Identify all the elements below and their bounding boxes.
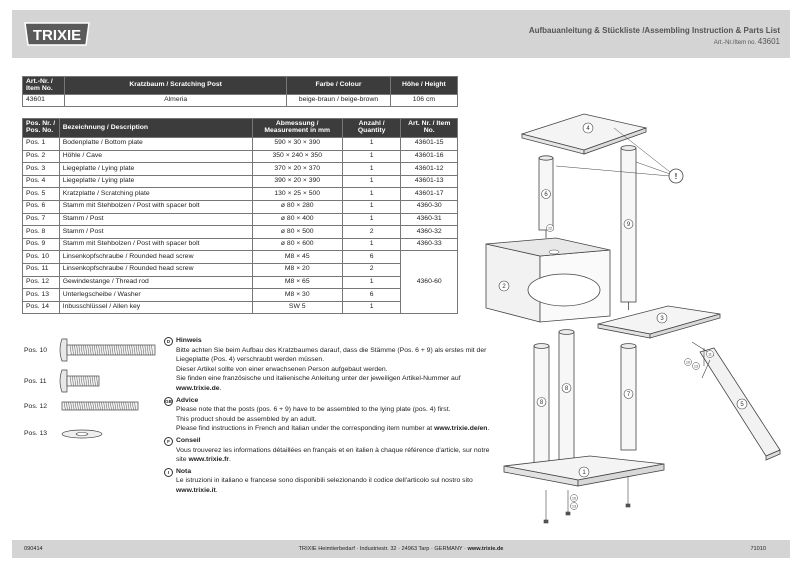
- note-de-p3-text: Sie finden eine französische und italienische Anleitung unter der jeweiligen Artikel-Nummer auf: [176, 375, 461, 383]
- parts-table-body: [23, 138, 458, 314]
- note-fr-title: Conseil: [176, 436, 201, 444]
- table-row: [23, 200, 458, 213]
- cell-measurement: 130 × 25 × 500: [252, 188, 342, 201]
- washer: [62, 430, 102, 438]
- cell-pos-no: Pos. 3: [23, 163, 60, 176]
- table-row: [23, 301, 458, 314]
- svg-text:11: 11: [708, 352, 712, 357]
- notes-section: [164, 336, 494, 498]
- svg-text:8: 8: [539, 400, 544, 406]
- callout-11: [707, 351, 714, 358]
- cell-description: Stamm mit Stehbolzen / Post with spacer bolt: [59, 238, 252, 251]
- cell-quantity: 1: [342, 213, 401, 226]
- svg-text:9: 9: [626, 222, 631, 228]
- col-height: Höhe / Height: [390, 77, 457, 95]
- cell-measurement: M8 × 20: [252, 263, 342, 276]
- product-table-header: [23, 77, 458, 95]
- callout-6: [542, 190, 551, 199]
- callout-13: [693, 363, 700, 370]
- cell-description: Stamm / Post: [59, 226, 252, 239]
- table-row: [23, 150, 458, 163]
- cell-quantity: 1: [342, 200, 401, 213]
- cell-quantity: 1: [342, 276, 401, 289]
- svg-text:!: !: [674, 172, 678, 181]
- cell-pos-no: Pos. 7: [23, 213, 60, 226]
- cell-article-no-merged: 4360-60: [401, 251, 458, 314]
- svg-text:6: 6: [544, 192, 548, 198]
- note-gb-p3-end: .: [487, 425, 490, 433]
- parts-label-10: Pos. 10: [24, 347, 48, 354]
- cell-pos-no: Pos. 8: [23, 226, 60, 239]
- cell-pos-no: Pos. 12: [23, 276, 60, 289]
- note-german: [164, 336, 494, 394]
- col-item-no: Art.-Nr. / Item No.: [23, 77, 65, 95]
- parts-label-12: Pos. 12: [24, 403, 48, 410]
- note-it-p1: [176, 476, 494, 495]
- cell-description: Stamm mit Stehbolzen / Post with spacer bolt: [59, 200, 252, 213]
- svg-text:13: 13: [572, 504, 576, 509]
- footer-link[interactable]: www.trixie.de: [467, 546, 504, 552]
- cell-quantity: 1: [342, 238, 401, 251]
- link-trixie-de-en[interactable]: www.trixie.de/en: [434, 425, 488, 433]
- note-french: [164, 436, 494, 465]
- cell-height: 106 cm: [390, 95, 457, 107]
- svg-text:2: 2: [502, 284, 506, 290]
- parts-label-13: Pos. 13: [24, 430, 48, 437]
- callout-12: [547, 225, 554, 232]
- table-row: [23, 238, 458, 251]
- assembly-diagram: [478, 110, 790, 532]
- product-table: [22, 76, 458, 107]
- cell-description: Höhle / Cave: [59, 150, 252, 163]
- svg-text:8: 8: [564, 386, 569, 392]
- table-row: [23, 188, 458, 201]
- table-row: [23, 138, 458, 151]
- note-gb-p2: This product should be assembled by an adult.: [176, 415, 317, 423]
- cell-pos-no: Pos. 1: [23, 138, 60, 151]
- cell-name: Almeria: [65, 95, 287, 107]
- cell-quantity: 1: [342, 163, 401, 176]
- item-number: 43601: [757, 37, 780, 46]
- col-description: Bezeichnung / Description: [59, 119, 252, 138]
- callout-1: [579, 467, 589, 477]
- thread-rod: [62, 402, 138, 410]
- note-it-title: Nota: [176, 467, 192, 475]
- flag-de-icon: D: [164, 337, 173, 346]
- cell-pos-no: Pos. 9: [23, 238, 60, 251]
- note-de-p2: Dieser Artikel sollte von einer erwachsenen Person aufgebaut werden.: [176, 365, 388, 373]
- note-gb-p3-text: Please find instructions in French and Italian under the corresponding item number at: [176, 425, 433, 433]
- rounded-head-screw-short: [60, 370, 99, 392]
- note-de-p3-end: .: [219, 384, 222, 392]
- table-row: [23, 163, 458, 176]
- cell-article-no: 4360-30: [401, 200, 458, 213]
- cell-article-no: 4360-32: [401, 226, 458, 239]
- table-row: [23, 251, 458, 264]
- cell-article-no: 4360-33: [401, 238, 458, 251]
- page-header: [12, 10, 790, 58]
- cave: [486, 238, 610, 322]
- callout-5: [737, 399, 747, 409]
- cell-description: Linsenkopfschraube / Rounded head screw: [59, 251, 252, 264]
- cell-description: Bodenplatte / Bottom plate: [59, 138, 252, 151]
- cell-pos-no: Pos. 6: [23, 200, 60, 213]
- col-pos-no: Pos. Nr. / Pos. No.: [23, 119, 60, 138]
- cell-pos-no: Pos. 2: [23, 150, 60, 163]
- rounded-head-screw-long: [60, 339, 155, 361]
- document-title: Aufbauanleitung & Stückliste /Assembling Instruction & Parts List: [528, 26, 780, 35]
- cell-article-no: 43601-15: [401, 138, 458, 151]
- note-gb-title: Advice: [176, 396, 199, 404]
- svg-text:1: 1: [582, 470, 586, 476]
- cell-quantity: 2: [342, 263, 401, 276]
- callout-13-bottom: [571, 503, 578, 510]
- callout-8-left: [537, 398, 546, 407]
- footer-address: [12, 546, 790, 552]
- col-article-no: Art. Nr. / Item No.: [401, 119, 458, 138]
- cell-quantity: 1: [342, 188, 401, 201]
- parts-label-11: Pos. 11: [24, 378, 47, 385]
- cell-pos-no: Pos. 14: [23, 301, 60, 314]
- cell-quantity: 6: [342, 251, 401, 264]
- svg-text:5: 5: [740, 402, 744, 408]
- cell-item-no: 43601: [23, 95, 65, 107]
- cell-measurement: ø 80 × 600: [252, 238, 342, 251]
- callout-2: [499, 281, 509, 291]
- callout-10: [685, 359, 692, 366]
- cell-pos-no: Pos. 4: [23, 175, 60, 188]
- note-de-p1: Bitte achten Sie beim Aufbau des Kratzbaumes darauf, dass die Stämme (Pos. 6 + 9) als erstes mit der Liegeplatte (Pos. 4) verschraubt werden müssen.: [176, 346, 487, 364]
- callout-9: [624, 220, 633, 229]
- cell-description: Kratzplatte / Scratching plate: [59, 188, 252, 201]
- cell-quantity: 1: [342, 175, 401, 188]
- flag-gb-icon: GB: [165, 398, 172, 404]
- cell-description: Inbusschlüssel / Allen key: [59, 301, 252, 314]
- callout-10-bottom: [571, 495, 578, 502]
- hardware-illustrations: [58, 336, 162, 446]
- cell-pos-no: Pos. 11: [23, 263, 60, 276]
- note-fr-p1: [176, 446, 494, 465]
- cell-quantity: 6: [342, 289, 401, 302]
- cell-measurement: 390 × 20 × 390: [252, 175, 342, 188]
- svg-text:10: 10: [572, 496, 576, 501]
- note-english: [164, 396, 494, 434]
- cell-colour: beige-braun / beige-brown: [287, 95, 391, 107]
- cell-quantity: 1: [342, 150, 401, 163]
- cell-description: Liegeplatte / Lying plate: [59, 175, 252, 188]
- note-fr-p1-text: Vous trouverez les informations détaillées en français et en italien à chaque référence d'article, sur notre site: [176, 446, 490, 464]
- cell-measurement: M8 × 30: [252, 289, 342, 302]
- cell-description: Stamm / Post: [59, 213, 252, 226]
- link-trixie-fr[interactable]: www.trixie.fr: [188, 456, 230, 464]
- warning-icon: [669, 169, 683, 183]
- cell-measurement: ø 80 × 400: [252, 213, 342, 226]
- cell-measurement: 590 × 30 × 390: [252, 138, 342, 151]
- callout-3: [657, 313, 667, 323]
- col-quantity: Anzahl / Quantity: [342, 119, 401, 138]
- cell-pos-no: Pos. 10: [23, 251, 60, 264]
- cell-quantity: 1: [342, 301, 401, 314]
- footer-page-code: 71010: [750, 546, 766, 552]
- flag-fr-icon: F: [164, 437, 173, 446]
- flag-it-icon: I: [164, 468, 173, 477]
- trixie-logo: [22, 19, 92, 49]
- cell-measurement: 350 × 240 × 350: [252, 150, 342, 163]
- parts-table-header: [23, 119, 458, 138]
- cell-description: Liegeplatte / Lying plate: [59, 163, 252, 176]
- callout-7: [624, 390, 633, 399]
- cell-measurement: SW 5: [252, 301, 342, 314]
- cell-description: Unterlegscheibe / Washer: [59, 289, 252, 302]
- note-it-p1-end: .: [215, 486, 218, 494]
- note-gb-p3: [176, 424, 494, 434]
- cell-quantity: 1: [342, 138, 401, 151]
- table-row: [23, 213, 458, 226]
- cell-article-no: 43601-12: [401, 163, 458, 176]
- link-trixie-it[interactable]: www.trixie.it: [176, 486, 216, 494]
- cell-measurement: M8 × 45: [252, 251, 342, 264]
- table-row: [23, 276, 458, 289]
- svg-text:4: 4: [586, 126, 590, 132]
- cell-article-no: 43601-16: [401, 150, 458, 163]
- link-trixie-de[interactable]: www.trixie.de: [176, 384, 220, 392]
- note-gb-p1: Please note that the posts (pos. 6 + 9) have to be assembled to the lying plate (pos. 4) first.: [176, 406, 451, 414]
- page-footer: [12, 540, 790, 558]
- footer-date-code: 090414: [24, 546, 43, 552]
- brand-text: TRIXIE: [32, 27, 82, 44]
- cell-pos-no: Pos. 5: [23, 188, 60, 201]
- product-table-row: [23, 95, 458, 107]
- note-de-title: Hinweis: [176, 337, 202, 344]
- item-label: Art.-Nr./Item no.: [713, 40, 757, 46]
- col-name: Kratzbaum / Scratching Post: [65, 77, 287, 95]
- note-fr-p1-end: .: [229, 456, 231, 464]
- cell-article-no: 43601-17: [401, 188, 458, 201]
- cell-quantity: 2: [342, 226, 401, 239]
- svg-text:7: 7: [626, 392, 631, 398]
- col-measurement: Abmessung / Measurement in mm: [252, 119, 342, 138]
- cell-article-no: 43601-13: [401, 175, 458, 188]
- table-row: [23, 289, 458, 302]
- cell-description: Linsenkopfschraube / Rounded head screw: [59, 263, 252, 276]
- cell-measurement: M8 × 65: [252, 276, 342, 289]
- cell-measurement: ø 80 × 280: [252, 200, 342, 213]
- post-8-right: [559, 330, 574, 462]
- table-row: [23, 226, 458, 239]
- table-row: [23, 263, 458, 276]
- col-colour: Farbe / Colour: [287, 77, 391, 95]
- cell-article-no: 4360-31: [401, 213, 458, 226]
- footer-company: TRIXIE Heimtierbedarf · Industriestr. 32 · 24963 Tarp · GERMANY ·: [298, 546, 466, 552]
- svg-text:10: 10: [686, 360, 690, 365]
- table-row: [23, 175, 458, 188]
- cell-pos-no: Pos. 13: [23, 289, 60, 302]
- note-de-p3: [176, 374, 494, 393]
- cell-description: Gewindestange / Thread rod: [59, 276, 252, 289]
- parts-table: [22, 118, 458, 314]
- svg-text:3: 3: [660, 316, 664, 322]
- svg-text:12: 12: [548, 226, 552, 231]
- item-number-line: [714, 37, 780, 46]
- note-italian: [164, 467, 494, 496]
- cell-measurement: ø 80 × 500: [252, 226, 342, 239]
- callout-4: [583, 123, 593, 133]
- svg-text:13: 13: [694, 364, 698, 369]
- note-it-p1-text: Le istruzioni in italiano e francese sono disponibili selezionando il codice dell'articolo sul nostro sito: [176, 477, 473, 485]
- cell-measurement: 370 × 20 × 370: [252, 163, 342, 176]
- callout-8-right: [562, 384, 571, 393]
